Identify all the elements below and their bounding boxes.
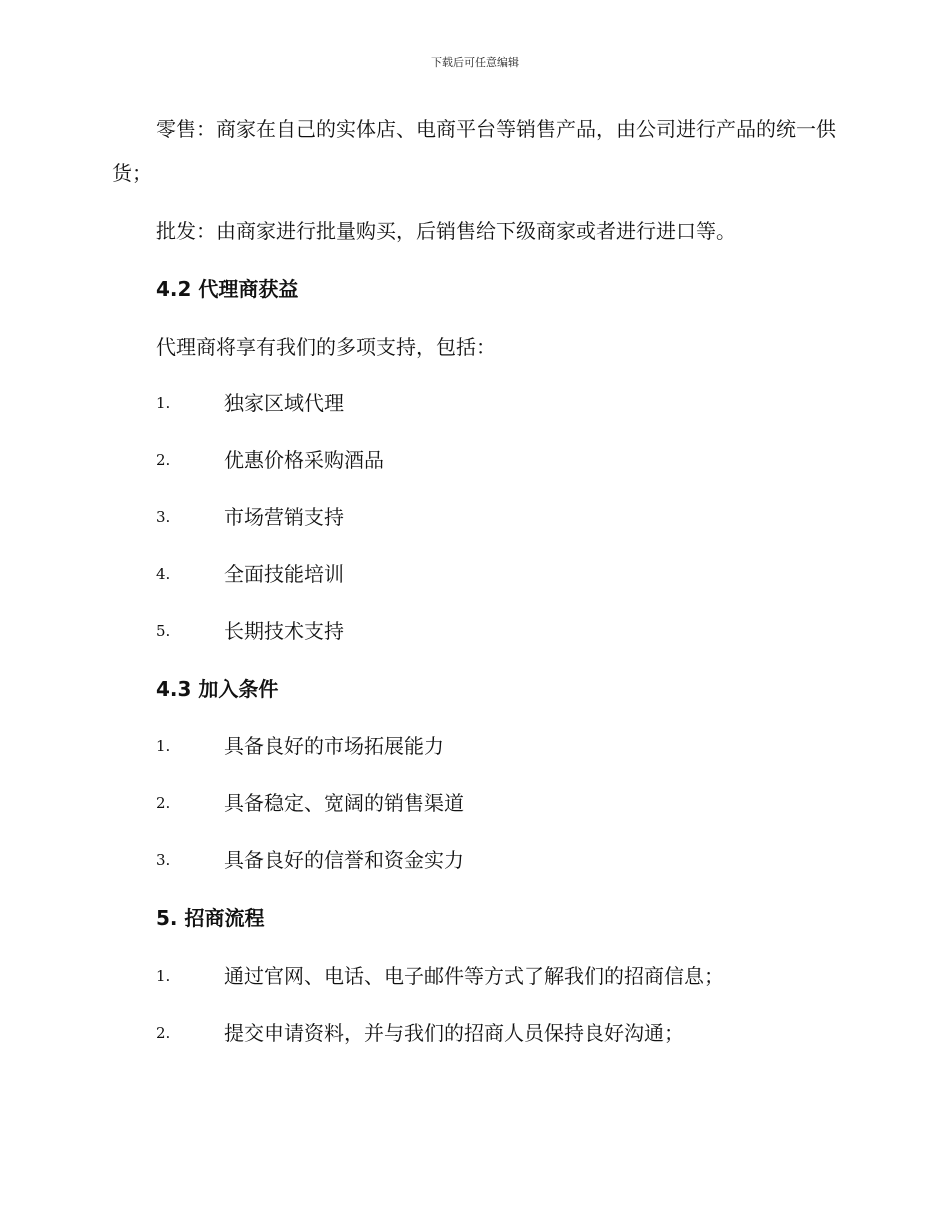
list-number: 2.: [156, 451, 171, 469]
list-text: 具备稳定、宽阔的销售渠道: [224, 791, 464, 815]
list-text: 具备良好的信誉和资金实力: [224, 848, 464, 872]
section-heading-4-2: 4.2 代理商获益: [156, 277, 299, 301]
section-heading-5: 5. 招商流程: [156, 906, 265, 930]
list-number: 2.: [156, 1024, 171, 1042]
list-number: 3.: [156, 851, 171, 869]
list-number: 1.: [156, 394, 171, 412]
list-number: 3.: [156, 508, 171, 526]
list-text: 具备良好的市场拓展能力: [224, 734, 444, 758]
list-number: 1.: [156, 967, 171, 985]
list-text: 独家区域代理: [224, 391, 344, 415]
page-header: 下载后可任意编辑: [431, 56, 519, 69]
list-text: 优惠价格采购酒品: [224, 448, 384, 472]
wholesale-paragraph: 批发：由商家进行批量购买，后销售给下级商家或者进行进口等。: [156, 219, 736, 243]
list-text: 长期技术支持: [224, 619, 344, 643]
retail-paragraph: 零售：商家在自己的实体店、电商平台等销售产品，由公司进行产品的统一供货；: [112, 117, 836, 185]
list-text: 通过官网、电话、电子邮件等方式了解我们的招商信息；: [224, 964, 724, 988]
section-heading-4-3: 4.3 加入条件: [156, 677, 279, 701]
list-number: 5.: [156, 622, 171, 640]
list-number: 2.: [156, 794, 171, 812]
list-text: 全面技能培训: [224, 562, 344, 586]
list-text: 提交申请资料，并与我们的招商人员保持良好沟通；: [224, 1021, 684, 1045]
list-text: 市场营销支持: [224, 505, 344, 529]
list-number: 4.: [156, 565, 171, 583]
list-number: 1.: [156, 737, 171, 755]
benefits-lead: 代理商将享有我们的多项支持，包括：: [156, 335, 496, 359]
